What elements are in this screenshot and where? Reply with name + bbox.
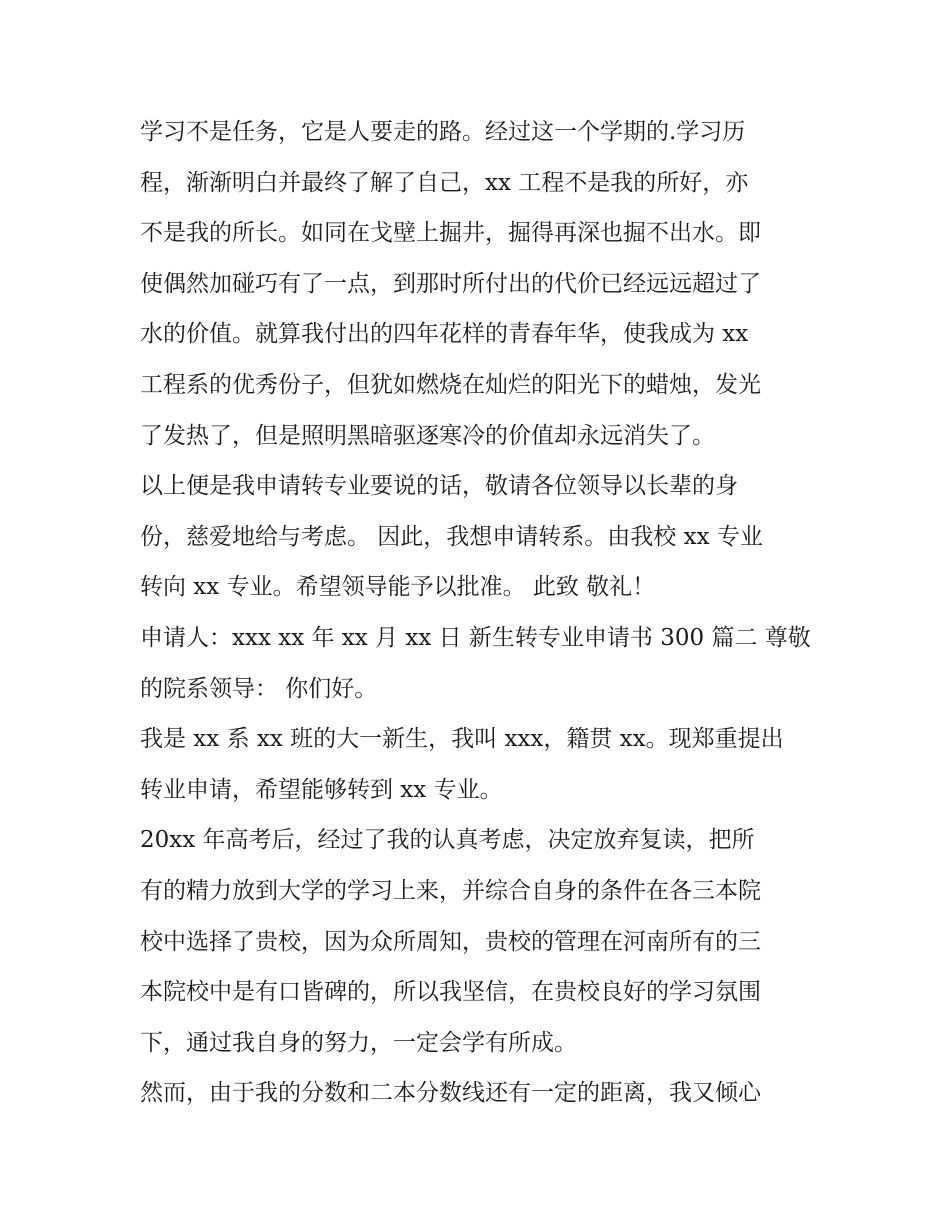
text-line: 使偶然加碰巧有了一点，到那时所付出的代价已经远远超过了 <box>140 270 761 297</box>
text-line: 申请人：xxx xx 年 xx 月 xx 日 新生转专业申请书 300 篇二 尊敬 <box>140 624 811 651</box>
text-line: 工程系的优秀份子，但犹如燃烧在灿烂的阳光下的蜡烛，发光 <box>140 371 761 398</box>
text-line: 以上便是我申请转专业要说的话，敬请各位领导以长辈的身 <box>140 473 738 500</box>
text-line: 水的价值。就算我付出的四年花样的青春年华，使我成为 xx <box>140 321 749 348</box>
text-line: 程，渐渐明白并最终了解了自己，xx 工程不是我的所好，亦 <box>140 169 749 196</box>
text-line: 不是我的所长。如同在戈壁上掘井，掘得再深也掘不出水。即 <box>140 220 761 247</box>
text-line: 的院系领导： 你们好。 <box>140 675 378 702</box>
text-line: 下，通过我自身的努力，一定会学有所成。 <box>140 1029 577 1056</box>
text-line: 有的精力放到大学的学习上来，并综合自身的条件在各三本院 <box>140 877 761 904</box>
text-line: 然而，由于我的分数和二本分数线还有一定的距离，我又倾心 <box>140 1080 761 1107</box>
text-line: 20xx 年高考后，经过了我的认真考虑，决定放弃复读，把所 <box>140 827 755 854</box>
text-line: 了发热了，但是照明黑暗驱逐寒冷的价值却永远消失了。 <box>140 422 715 449</box>
text-line: 校中选择了贵校，因为众所周知，贵校的管理在河南所有的三 <box>140 928 761 955</box>
text-line: 我是 xx 系 xx 班的大一新生，我叫 xxx，籍贯 xx。现郑重提出 <box>140 726 784 753</box>
text-line: 本院校中是有口皆碑的，所以我坚信，在贵校良好的学习氛围 <box>140 979 761 1006</box>
text-line: 转向 xx 专业。希望领导能予以批准。 此致 敬礼！ <box>140 574 656 601</box>
text-line: 转业申请，希望能够转到 xx 专业。 <box>140 776 503 803</box>
text-line: 学习不是任务，它是人要走的路。经过这一个学期的.学习历 <box>140 119 746 145</box>
document-body <box>140 107 820 1119</box>
text-line: 份，慈爱地给与考虑。 因此，我想申请转系。由我校 xx 专业 <box>140 523 763 550</box>
